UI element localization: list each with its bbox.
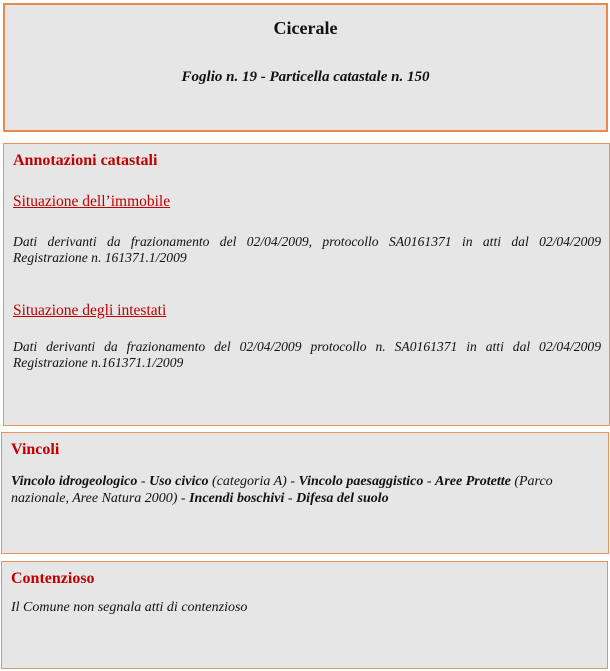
- vincoli-title: Vincoli: [11, 441, 60, 458]
- contenzioso-title: Contenzioso: [11, 570, 95, 587]
- immobile-text-line1: Dati derivanti da frazionamento del 02/04/2009, protocollo SA0161371 in atti dal 02/04/2009: [13, 234, 601, 249]
- page-title: Cicerale: [273, 18, 338, 38]
- contenzioso-text: Il Comune non segnala atti di contenzioso: [11, 600, 248, 615]
- vincoli-item: Difesa del suolo: [296, 491, 389, 506]
- vincoli-item: (Parco nazionale, Aree Natura 2000) -: [11, 474, 553, 506]
- page-subtitle: Foglio n. 19 - Particella catastale n. 150: [181, 69, 430, 85]
- immobile-subtitle: Situazione dell’immobile: [13, 193, 171, 210]
- contenzioso-section: [1, 561, 608, 669]
- annotazioni-section: [3, 143, 610, 426]
- vincoli-section: [1, 432, 609, 554]
- header-panel: [3, 3, 608, 132]
- vincoli-item: -: [423, 474, 436, 489]
- vincoli-item: Uso civico: [149, 474, 209, 489]
- vincoli-item: Aree Protette: [435, 474, 511, 489]
- vincoli-item: -: [137, 474, 150, 489]
- immobile-text: [13, 234, 601, 266]
- vincoli-item: -: [284, 491, 297, 506]
- vincoli-item: Vincolo paesaggistico: [298, 474, 424, 489]
- vincoli-text: [11, 473, 600, 507]
- intestati-text-line2: Registrazione n.161371.1/2009: [13, 355, 184, 370]
- intestati-subtitle: Situazione degli intestati: [13, 302, 167, 319]
- annotazioni-title: Annotazioni catastali: [13, 152, 158, 169]
- vincoli-item: (categoria A) -: [208, 474, 299, 489]
- vincoli-item: Incendi boschivi: [189, 491, 285, 506]
- vincoli-item: Vincolo idrogeologico: [11, 474, 138, 489]
- intestati-text: [13, 339, 601, 371]
- immobile-text-line2: Registrazione n. 161371.1/2009: [13, 250, 187, 265]
- intestati-text-line1: Dati derivanti da frazionamento del 02/04/2009 protocollo n. SA0161371 in atti dal 02/04/2009: [13, 339, 601, 354]
